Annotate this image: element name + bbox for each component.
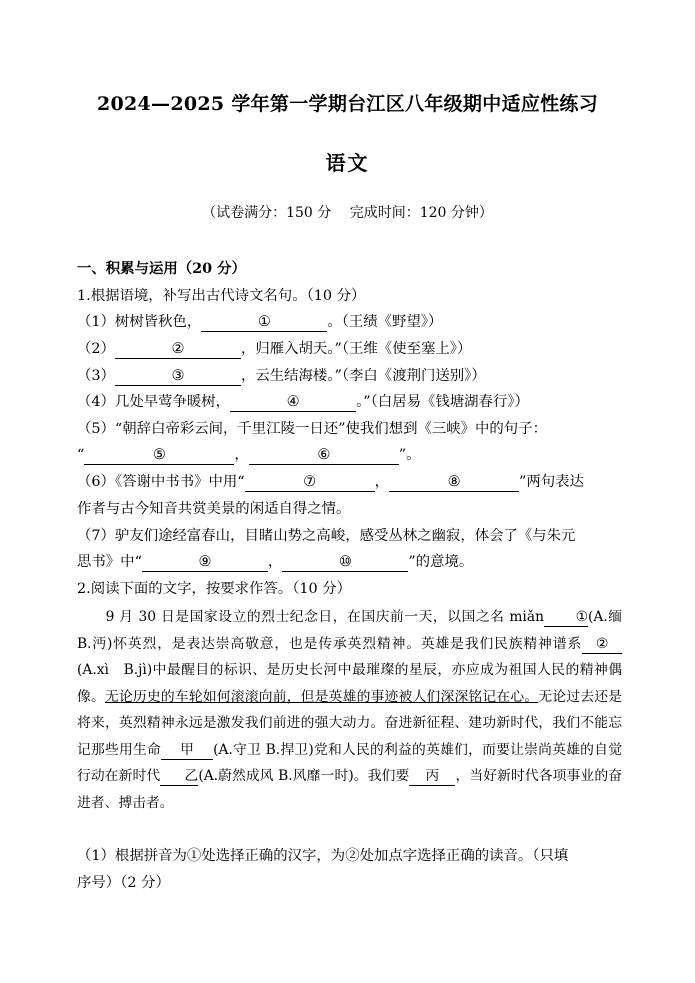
q2-sub1-line2: 序号）（2 分）	[77, 875, 170, 891]
q1-item-4-post: 。”（白居易《钱塘湖春行》）	[356, 394, 529, 410]
passage-blank-1: ①	[544, 608, 588, 627]
q1-item-7-pre: 思书》中“	[77, 554, 142, 570]
q1-item-7-mid: ，	[267, 554, 283, 570]
blank-10: ⑩	[282, 553, 408, 572]
q1-item-6-line2: 作者与古今知音共赏美景的闲适自得之情。	[77, 501, 351, 517]
question-1-stem: 1.根据语境，补写出古代诗文名句。（10 分）	[77, 288, 366, 304]
blank-6: ⑥	[249, 446, 399, 465]
exam-info: （试卷满分：150 分 完成时间：120 分钟）	[202, 205, 493, 221]
passage-seg-6: (A.蔚然成风 B.风靡一时)。我们要	[198, 768, 410, 784]
q1-item-3-pre: （3）	[77, 368, 115, 384]
blank-7: ⑦	[245, 473, 375, 492]
passage-blank-bing: 丙	[409, 767, 455, 786]
q1-item-3	[77, 366, 637, 386]
q1-item-2-pre: （2）	[77, 341, 115, 357]
subject-title: 语文	[325, 151, 370, 175]
q1-item-2-post: ，归雁入胡天。”（王维《使至塞上》）	[240, 341, 472, 357]
q1-item-1-pre: （1）树树皆秋色，	[77, 314, 202, 330]
q1-item-7-line1: （7）驴友们途经富春山，目睹山势之高峻，感受丛林之幽寂，体会了《与朱元	[77, 528, 576, 544]
exam-title: 2024—2025 学年第一学期台江区八年级期中适应性练习	[96, 93, 599, 115]
blank-1: ①	[201, 313, 327, 332]
passage-blank-jia: 甲	[161, 741, 213, 760]
q1-item-6-pre: （6）《答谢中书书》中用“	[77, 474, 245, 490]
passage-blank-2: ②	[582, 635, 622, 654]
q1-item-5-post: ”。	[398, 447, 421, 463]
q1-item-3-post: ，云生结海楼。”（李白《渡荆门送别》）	[240, 368, 486, 384]
q1-item-6-post: ”两句表达	[519, 474, 584, 490]
q1-item-1	[77, 312, 637, 332]
q1-item-4	[77, 392, 637, 412]
q1-item-7-line2	[77, 552, 637, 572]
q1-item-2	[77, 339, 637, 359]
passage-seg-7: ，当好新时代各项事业的奋进者、搏击者。	[77, 768, 623, 811]
q1-item-6-mid: ，	[374, 474, 390, 490]
q1-item-5-mid: ，	[234, 447, 249, 463]
blank-9: ⑨	[142, 553, 268, 572]
passage-seg-5: (A.守卫 B.捍卫)党和人民的利益的英雄们，而要让崇尚英雄的自觉行动在新时代	[77, 741, 622, 784]
passage-seg-4: 无论过去还是将来，英烈精神永远是激发我们前进的强大动力。奋进新征程、建功新时代，我们不能忘记那些用生命	[77, 688, 623, 758]
q1-item-1-post: 。（王绩《野望》）	[327, 314, 443, 330]
blank-5: ⑤	[84, 446, 234, 465]
blank-4: ④	[230, 393, 356, 412]
blank-3: ③	[115, 367, 241, 386]
q1-item-5-line1: （5）“朝辞白帝彩云间，千里江陵一日还”使我们想到《三峡》中的句子：	[77, 421, 547, 437]
section-heading: 一、积累与运用（20 分）	[77, 260, 246, 277]
question-2-stem: 2.阅读下面的文字，按要求作答。（10 分）	[77, 581, 352, 597]
q1-item-7-post: ”的意境。	[408, 554, 474, 570]
q1-item-5-open: “	[77, 447, 85, 463]
passage-blank-yi: 乙	[160, 767, 198, 786]
passage-seg-3: (A.xì B.jì)中最醒目的标识、是历史长河中最璀璨的星辰，亦应成为祖国人民的精神偶像。	[77, 662, 622, 705]
reading-passage	[77, 604, 622, 816]
blank-8: ⑧	[389, 473, 519, 492]
passage-seg-2: (A.缅 B.沔)怀英烈，是表达崇高敬意，也是传承英烈精神。英雄是我们民族精神谱系	[77, 609, 622, 652]
q1-item-5-line2	[77, 445, 637, 465]
blank-2: ②	[115, 340, 241, 359]
passage-seg-1: 9 月 30 日是国家设立的烈士纪念日，在国庆前一天，以国之名 miǎn	[77, 609, 544, 625]
q2-sub1-line1: （1）根据拼音为①处选择正确的汉字，为②处加点字选择正确的读音。（只填	[77, 848, 569, 864]
passage-underlined-sentence: 无论历史的车轮如何滚滚向前，但是英雄的事迹被人们深深铭记在心。	[104, 688, 539, 705]
q1-item-4-pre: （4）几处早莺争暖树，	[77, 394, 231, 410]
q1-item-6-line1	[77, 472, 637, 492]
